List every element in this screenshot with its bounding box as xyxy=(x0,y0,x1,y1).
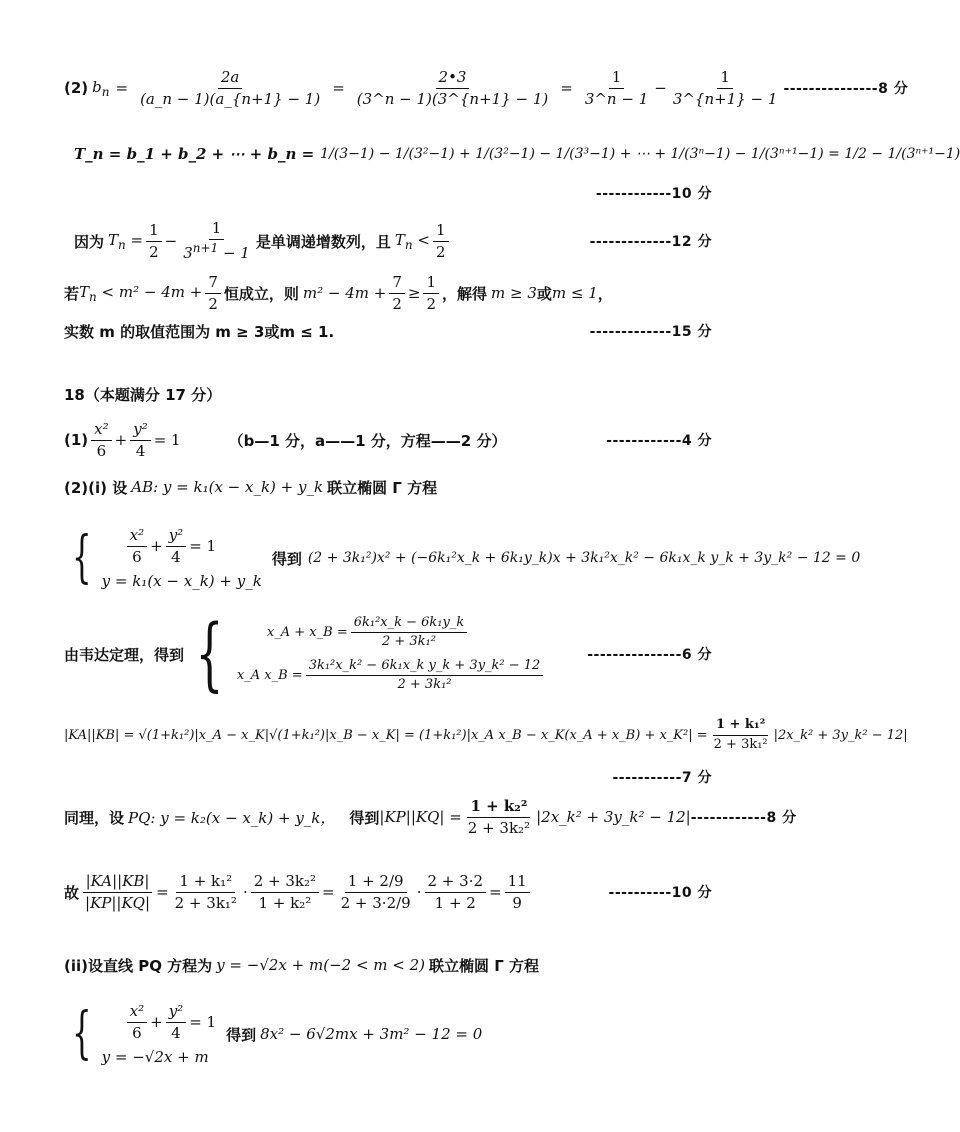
pq-line: 同理，设 PQ: y = k₂(x − x_k) + y_k， 得到 |KP||KQ| = $\frac{\text{1 + k₂²}}{\text{2 + 3k₂²}}$ |2x_k² + 3y_k² − 12| ------------8 分 xyxy=(64,796,797,837)
left-brace-icon: { xyxy=(72,525,92,590)
score-7-line xyxy=(64,766,712,788)
question-18-title: 18（本题满分 17 分） xyxy=(64,385,222,404)
bn-fraction-2: $\frac{2•3}{(3\^{}n - 1)(3\^{}\{n+1\} - 1)}$ xyxy=(356,67,549,108)
q18-part2ii-line: (ii)设直线 PQ 方程为 y = −√2x + m(−2 < m < 2) 联立椭圆 Γ 方程 xyxy=(64,956,540,975)
bn-fraction-4: $\frac{1}{3\^{}\{n+1\} - 1}$ xyxy=(672,67,778,108)
system-1: { $\frac{\text{x²}}{6}$ + $\frac{\text{y²}}{4}$ = 1 y = k₁(x − x_k) + y_k 得到 (2 + 3k₁²)x² + (−6k₁²x_k + 6k₁y_k)x + 3k₁²x_k² − 6k₁x_k y_k + 3y_k² − 12 = 0 xyxy=(72,525,861,591)
bn-formula-line: (2) $b_n$ = $\frac{2a}{(a\_n - 1)(a\_\{n+1\} - 1)}$ = $\frac{2•3}{(3\^{}n - 1)(3\^{}\{n+1\} - 1)}$ = $\frac{1}{3\^{}n - 1}$ − $\frac{1}{3\^{}\{n+1\} - 1}$ ---------------8 分 xyxy=(64,67,909,108)
score-8b: ------------8 分 xyxy=(690,810,797,826)
bn-fraction-1: $\frac{2a}{(a\_n - 1)(a\_\{n+1\} - 1)}$ xyxy=(140,67,321,108)
ka-kb-line: |KA||KB| = √(1+k₁²)|x_A − x_K|√(1+k₁²)|x_B − x_K| = (1+k₁²)|x_A x_B − x_K(x_A + x_B) + x_K²| = $\frac{\text{1 + k₁²}}{\text{2 + 3k₁²}}$ |2x_k² + 3y_k² − 12| xyxy=(64,717,908,752)
left-brace-icon: { xyxy=(195,607,224,700)
score-15: -------------15 分 xyxy=(589,324,712,340)
tn-sum-line xyxy=(64,132,960,176)
left-brace-icon: { xyxy=(72,1001,92,1066)
inequality-line: 若 $T_n < m^2 - 4m$ + $\frac{7}{2}$ 恒成立，则 m² − 4m + $\frac{7}{2}$ ≥ $\frac{1}{2}$ ，解得 m ≥ 3 或 m ≤ 1 ， xyxy=(64,272,613,313)
vieta-line: 由韦达定理，得到 { x_A + x_B = $\frac{\text{6k₁²x\_k − 6k₁y\_k}}{\text{2 + 3k₁²}}$ x_A x_B = $\frac{\text{3k₁²x\_k² − 6k₁x\_k y\_k + 3y\_k² − 12}}{\text{2 + 3k₁²}}$ ---------------6 分 xyxy=(64,607,712,700)
score-4: ------------4 分 xyxy=(606,433,712,449)
tn-score-line xyxy=(64,182,712,204)
score-8: ---------------8 分 xyxy=(783,81,909,97)
system-2: { $\frac{\text{x²}}{6}$ + $\frac{\text{y²}}{4}$ = 1 y = −√2x + m 得到 8x² − 6√2mx + 3m² − 12 = 0 xyxy=(72,1001,483,1067)
range-line: 实数 m 的取值范围为 m ≥ 3或m ≤ 1. -------------15 分 xyxy=(64,322,712,341)
monotone-line: 因为 $T_n$ = $\frac{1}{2}$ − $\frac{1}{3^{n+1} - 1}$ 是单调递增数列，且 $T_n$ < $\frac{1}{2}$ -------------12 分 xyxy=(74,219,712,262)
score-12: -------------12 分 xyxy=(589,234,712,250)
ratio-line: 故 $\frac{|KA||KB|}{|KP||KQ|}$ = $\frac{\text{1 + k₁²}}{\text{2 + 3k₁²}}$ · $\frac{\text{2 + 3k₂²}}{\text{1 + k₂²}}$ = $\frac{1 + 2/9}{2 + 3\cdot 2/9}$ · $\frac{2 + 3\cdot 2}{1 + 2}$ = $\frac{11}{9}$ ----------10 分 xyxy=(64,871,712,912)
score-6: ---------------6 分 xyxy=(587,647,712,663)
q18-part2i-line: (2)(i) 设 AB: y = k₁(x − x_k) + y_k 联立椭圆 Γ 方程 xyxy=(64,478,438,497)
tn-terms: 1/(3−1) − 1/(3²−1) + 1/(3²−1) − 1/(3³−1) + ⋯ + 1/(3ⁿ−1) − 1/(3ⁿ⁺¹−1) = 1/2 − 1/(3ⁿ⁺¹−1) xyxy=(320,146,960,162)
score-10a: ------------10 分 xyxy=(595,186,712,202)
score-7: -----------7 分 xyxy=(612,770,712,786)
tn-lhs: T_n = b_1 + b_2 + ⋯ + b_n = xyxy=(74,145,315,163)
part-label: (2) xyxy=(64,79,89,97)
q18-part1-line: (1) $\frac{\text{x²}}{6}$ + $\frac{\text{y²}}{4}$ = 1 （b—1 分，a——1 分，方程——2 分） ------------4 分 xyxy=(64,419,712,460)
bn-fraction-3: $\frac{1}{3\^{}n - 1}$ xyxy=(584,67,649,108)
bn-symbol: $b_n$ xyxy=(92,77,110,99)
score-10b: ----------10 分 xyxy=(608,885,712,901)
